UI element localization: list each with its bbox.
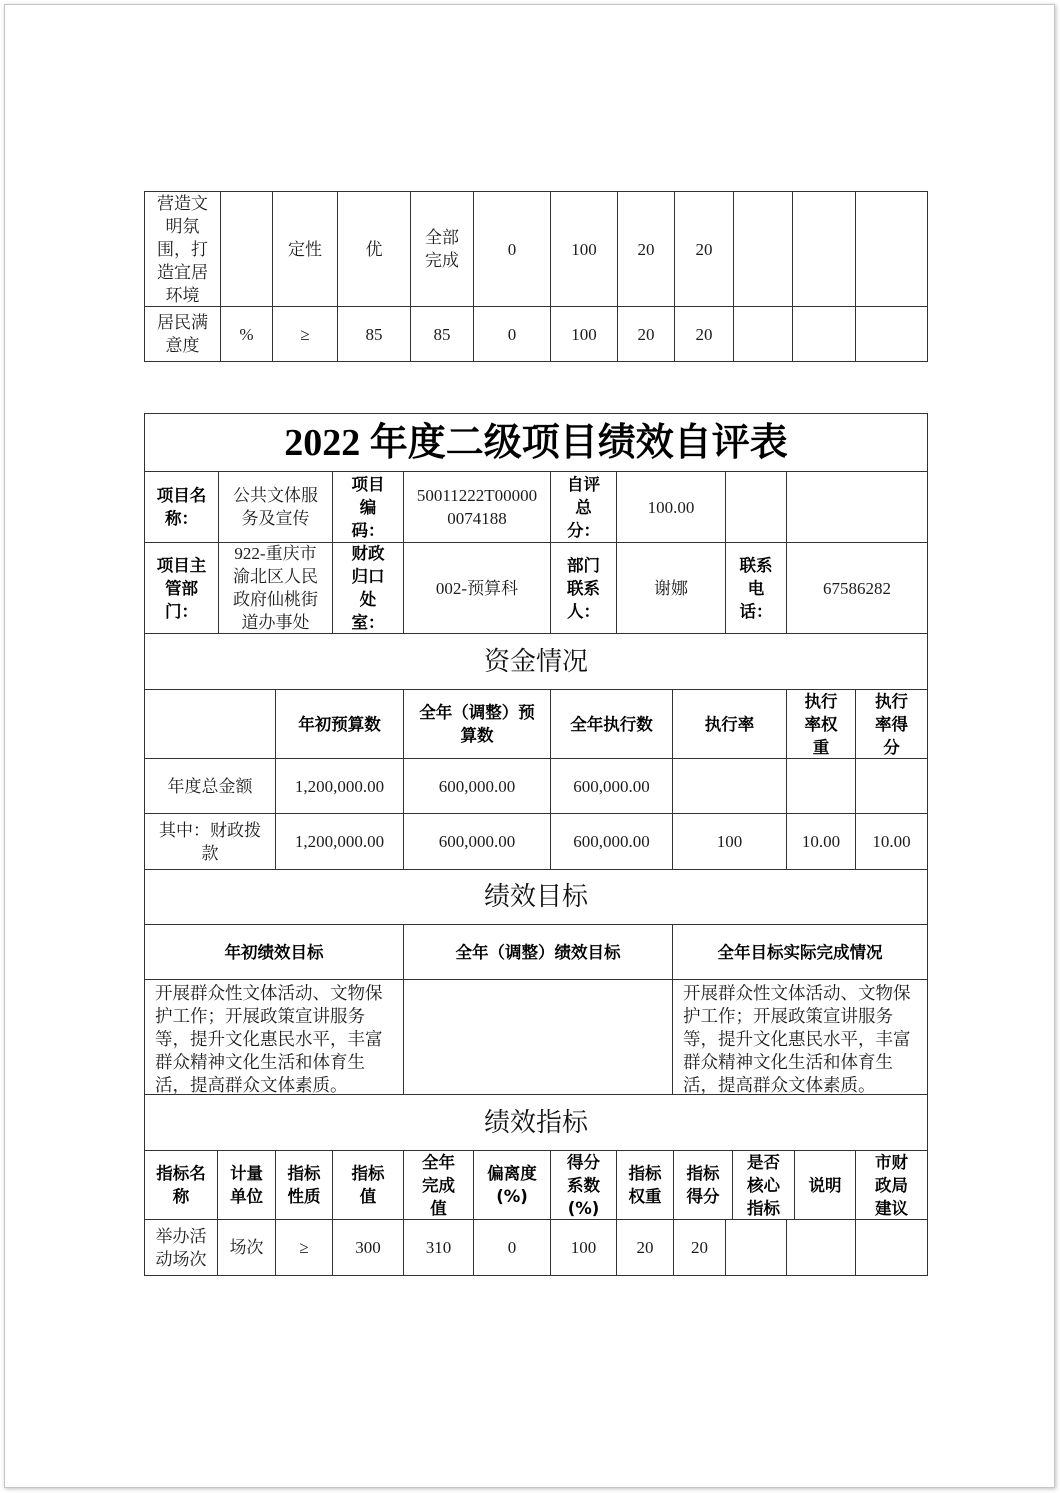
funds-value: 600,000.00 (403, 813, 551, 870)
deviation-cell: 0 (473, 191, 551, 307)
weight-cell: 20 (617, 191, 675, 307)
actual-completion-text: 开展群众性文体活动、文物保护工作；开展政策宣讲服务等，提升文化惠民水平，丰富群众精神文化生活和体育生活，提高群众文体素质。 (672, 979, 928, 1095)
indicators-header: 说明 (794, 1150, 856, 1220)
target-value-cell: 300 (332, 1219, 404, 1276)
funds-value (855, 758, 928, 814)
indicators-header: 偏离度(%) (473, 1150, 551, 1220)
funds-value: 600,000.00 (550, 758, 673, 814)
score-cell: 20 (674, 191, 734, 307)
indicator-name-cell: 居民满意度 (144, 306, 221, 362)
indicators-header: 指标得分 (673, 1150, 733, 1220)
funds-section-heading: 资金情况 (144, 633, 928, 690)
unit-cell: % (220, 306, 273, 362)
self-score-label: 自评总分： (550, 471, 617, 543)
project-name-value: 公共文体服务及宣传 (218, 471, 333, 543)
indicators-header: 市财政局建议 (855, 1150, 928, 1220)
table-title: 2022 年度二级项目绩效自评表 (144, 413, 928, 472)
funds-row-label: 其中：财政拨款 (144, 813, 276, 870)
goals-section-heading: 绩效目标 (144, 869, 928, 925)
indicators-header: 全年完成值 (403, 1150, 474, 1220)
funds-header: 执行率 (672, 689, 787, 759)
nature-cell: 定性 (272, 191, 338, 307)
funds-value: 600,000.00 (403, 758, 551, 814)
self-score-value: 100.00 (616, 471, 726, 543)
suggestion-cell (855, 1219, 928, 1276)
deviation-cell: 0 (473, 1219, 551, 1276)
funds-value: 600,000.00 (550, 813, 673, 870)
funds-value: 10.00 (786, 813, 856, 870)
indicator-name-cell: 营造文明氛围，打造宜居环境 (144, 191, 221, 307)
phone-label: 联系电话： (725, 542, 787, 634)
core-indicator-cell (733, 306, 793, 362)
funds-header: 执行率权重 (786, 689, 856, 759)
goals-header: 全年（调整）绩效目标 (403, 924, 673, 980)
indicators-section-heading: 绩效指标 (144, 1094, 928, 1151)
score-coefficient-cell: 100 (550, 306, 618, 362)
core-indicator-cell (725, 1219, 787, 1276)
note-cell (792, 306, 856, 362)
indicator-name-cell: 举办活动场次 (144, 1219, 218, 1276)
funds-value: 1,200,000.00 (275, 813, 404, 870)
actual-value-cell: 310 (403, 1219, 474, 1276)
empty-cell (725, 471, 787, 543)
phone-value: 67586282 (786, 542, 928, 634)
contact-person-value: 谢娜 (616, 542, 726, 634)
funds-header: 年初预算数 (275, 689, 404, 759)
actual-value-cell: 85 (410, 306, 474, 362)
funds-value: 100 (672, 813, 787, 870)
project-code-label: 项目编码： (332, 471, 404, 543)
target-value-cell: 85 (337, 306, 411, 362)
suggestion-cell (855, 306, 928, 362)
unit-cell (220, 191, 273, 307)
weight-cell: 20 (617, 306, 675, 362)
goals-header: 全年目标实际完成情况 (672, 924, 928, 980)
project-name-label: 项目名称： (144, 471, 219, 543)
indicators-header: 得分系数(%) (550, 1150, 617, 1220)
indicators-header: 是否核心指标 (732, 1150, 795, 1220)
score-coefficient-cell: 100 (550, 1219, 617, 1276)
funds-value: 1,200,000.00 (275, 758, 404, 814)
funds-header: 全年执行数 (550, 689, 673, 759)
score-cell: 20 (674, 306, 734, 362)
empty-cell (786, 471, 928, 543)
target-value-cell: 优 (337, 191, 411, 307)
nature-cell: ≥ (275, 1219, 333, 1276)
initial-goal-text: 开展群众性文体活动、文物保护工作；开展政策宣讲服务等，提升文化惠民水平，丰富群众精神文化生活和体育生活，提高群众文体素质。 (144, 979, 404, 1095)
finance-office-label: 财政归口处室： (332, 542, 404, 634)
note-cell (786, 1219, 856, 1276)
funds-row-label: 年度总金额 (144, 758, 276, 814)
note-cell (792, 191, 856, 307)
funds-header: 执行率得分 (855, 689, 928, 759)
indicators-header: 指标名称 (144, 1150, 218, 1220)
weight-cell: 20 (616, 1219, 674, 1276)
nature-cell: ≥ (272, 306, 338, 362)
unit-cell: 场次 (217, 1219, 276, 1276)
department-value: 922-重庆市渝北区人民政府仙桃街道办事处 (218, 542, 333, 634)
indicators-header: 计量单位 (217, 1150, 276, 1220)
funds-value: 10.00 (855, 813, 928, 870)
department-label: 项目主管部门： (144, 542, 219, 634)
goals-header: 年初绩效目标 (144, 924, 404, 980)
finance-office-value: 002-预算科 (403, 542, 551, 634)
indicators-header: 指标权重 (616, 1150, 674, 1220)
empty-cell (144, 689, 276, 759)
suggestion-cell (855, 191, 928, 307)
adjusted-goal-text (403, 979, 673, 1095)
indicators-header: 指标值 (332, 1150, 404, 1220)
funds-value (786, 758, 856, 814)
project-code-value: 50011222T000000074188 (403, 471, 551, 543)
core-indicator-cell (733, 191, 793, 307)
contact-person-label: 部门联系人： (550, 542, 617, 634)
score-cell: 20 (673, 1219, 726, 1276)
actual-value-cell: 全部完成 (410, 191, 474, 307)
score-coefficient-cell: 100 (550, 191, 618, 307)
funds-value (672, 758, 787, 814)
funds-header: 全年（调整）预算数 (403, 689, 551, 759)
indicators-header: 指标性质 (275, 1150, 333, 1220)
deviation-cell: 0 (473, 306, 551, 362)
